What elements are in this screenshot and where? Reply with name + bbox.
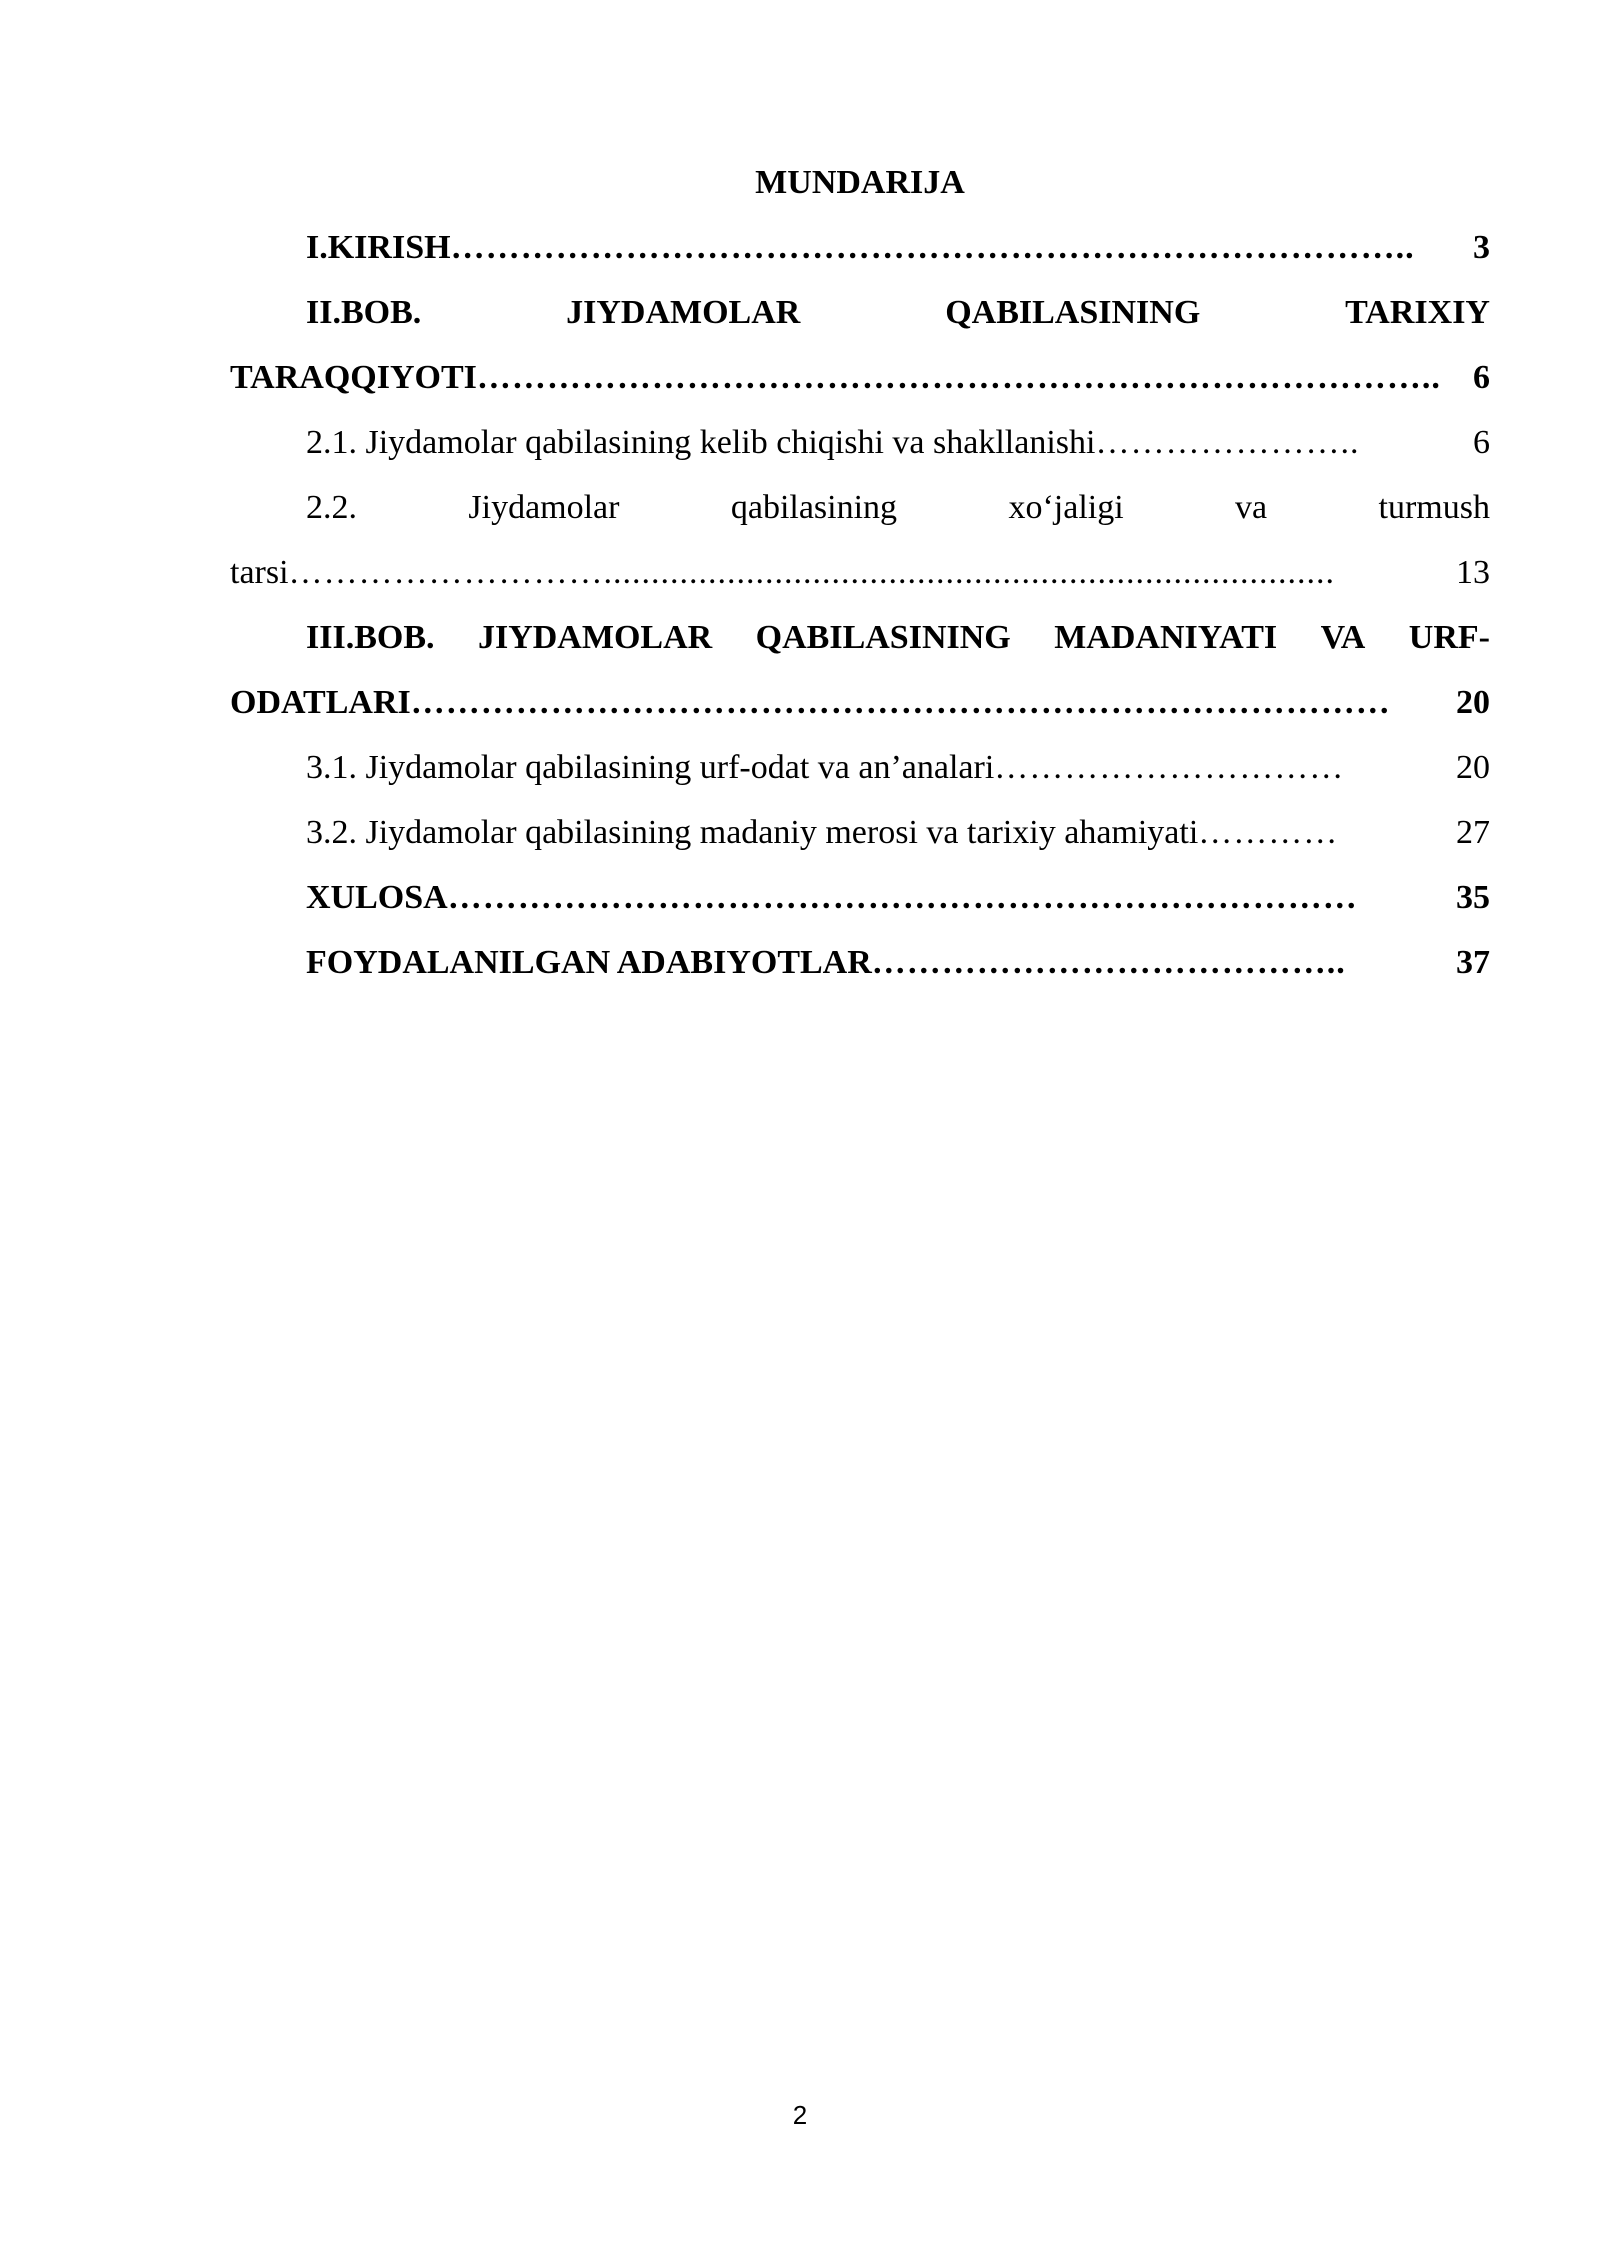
toc-page-number: 27	[1456, 814, 1490, 851]
page-title: MUNDARIJA	[755, 164, 965, 201]
toc-entry-label: I.KIRISH	[306, 229, 451, 266]
toc-word: QABILASINING	[945, 294, 1201, 331]
toc-word: III.BOB.	[306, 619, 435, 656]
toc-page-number: 6	[1473, 424, 1490, 461]
toc-leader-dots: ………………………………………………………………………..	[476, 359, 1441, 396]
toc-entry-2-2-line1[interactable]	[230, 475, 1490, 540]
toc-word: VA	[1320, 619, 1366, 656]
toc-word: xo‘jaligi	[1008, 489, 1124, 526]
toc-entry-2-2-line2[interactable]	[230, 540, 1490, 605]
toc-word: JIYDAMOLAR	[477, 619, 713, 656]
toc-entry-3-1[interactable]	[230, 735, 1490, 800]
toc-word: JIYDAMOLAR	[566, 294, 801, 331]
toc-page-number: 20	[1456, 749, 1490, 786]
toc-entry-2-1[interactable]	[230, 410, 1490, 475]
page-number: 2	[792, 2100, 808, 2130]
toc-entry-3-2[interactable]	[230, 800, 1490, 865]
toc-entry-adabiyotlar[interactable]	[230, 930, 1490, 995]
toc-word: turmush	[1378, 489, 1490, 526]
toc-entry-bob3-line1[interactable]	[230, 605, 1490, 670]
toc-entry-label: 3.2. Jiydamolar qabilasining madaniy merosi va tarixiy ahamiyati	[306, 814, 1199, 851]
toc-word: TARIXIY	[1345, 294, 1490, 331]
toc-entry-xulosa[interactable]	[230, 865, 1490, 930]
toc-page-number: 13	[1456, 554, 1490, 591]
toc-page-number: 20	[1456, 684, 1490, 721]
toc-entry-label: 3.1. Jiydamolar qabilasining urf-odat va an’analari	[306, 749, 995, 786]
toc-entry-label: FOYDALANILGAN ADABIYOTLAR	[306, 944, 872, 981]
toc-entry-bob2-line1[interactable]	[230, 280, 1490, 345]
toc-leader-dots: ……………………………………………………………………	[447, 879, 1358, 916]
table-of-contents	[230, 150, 1490, 995]
toc-entry-bob3-line2[interactable]	[230, 670, 1490, 735]
toc-word: va	[1235, 489, 1268, 526]
toc-word: Jiydamolar	[468, 489, 620, 526]
toc-page-number: 3	[1473, 229, 1490, 266]
toc-leader-dots: …………………………	[994, 749, 1345, 786]
toc-entry-label: tarsi	[230, 554, 289, 591]
toc-word: QABILASINING	[755, 619, 1011, 656]
toc-entry-bob2-line2[interactable]	[230, 345, 1490, 410]
toc-entry-label: TARAQQIYOTI	[230, 359, 477, 396]
toc-leader-dots: …………………..	[1095, 424, 1360, 461]
toc-entry-kirish[interactable]	[230, 215, 1490, 280]
toc-word: II.BOB.	[306, 294, 422, 331]
toc-leader-dots: ……………………….............................................................................	[288, 554, 1336, 591]
toc-leader-dots: …………………………………………………………………………	[410, 684, 1391, 721]
toc-entry-label: XULOSA	[306, 879, 448, 916]
toc-word: qabilasining	[730, 489, 898, 526]
toc-word: URF-	[1408, 619, 1490, 656]
toc-leader-dots: …………	[1198, 814, 1339, 851]
toc-page-number: 37	[1456, 944, 1490, 981]
toc-entry-label: 2.1. Jiydamolar qabilasining kelib chiqishi va shakllanishi	[306, 424, 1096, 461]
toc-word: MADANIYATI	[1054, 619, 1278, 656]
toc-leader-dots: ………………………………………………………………………..	[450, 229, 1415, 266]
toc-leader-dots: …………………………………..	[871, 944, 1346, 981]
toc-page-number: 35	[1456, 879, 1490, 916]
toc-word: 2.2.	[306, 489, 357, 526]
toc-page-number: 6	[1473, 359, 1490, 396]
toc-entry-label: ODATLARI	[230, 684, 411, 721]
